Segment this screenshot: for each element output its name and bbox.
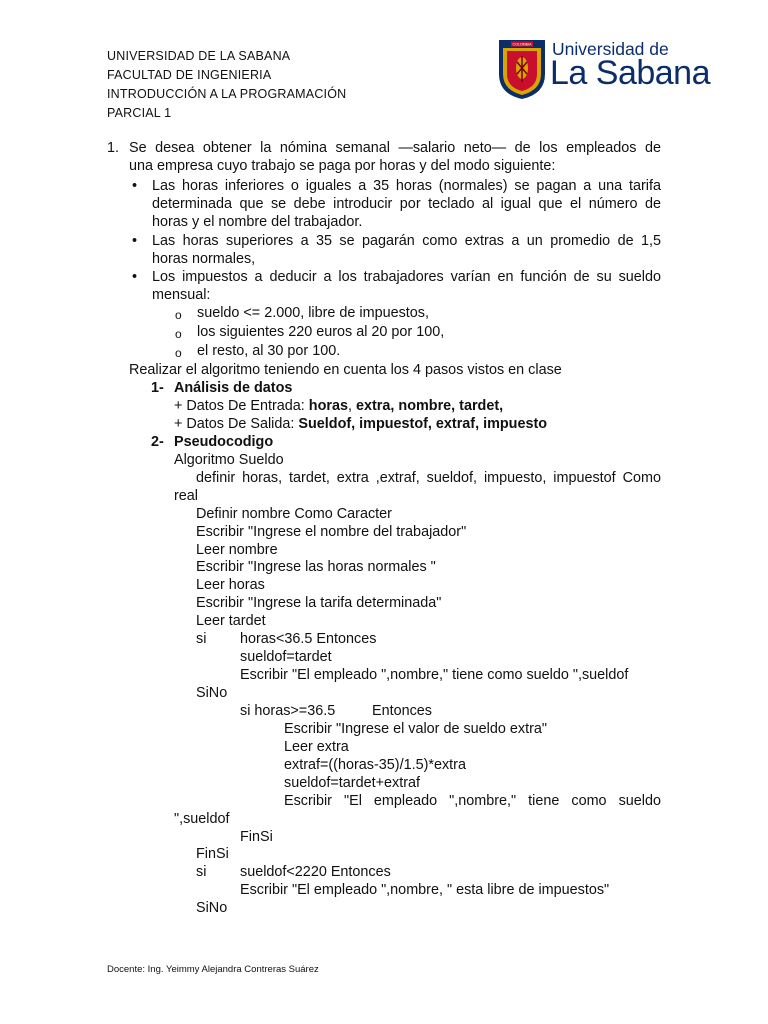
bullet-icon: • — [132, 178, 138, 194]
code-line: ",sueldof — [174, 811, 230, 827]
header-university: UNIVERSIDAD DE LA SABANA — [107, 49, 291, 63]
university-seal-icon — [497, 38, 547, 100]
input-data-line: + Datos De Entrada: horas, extra, nombre, tardet, — [174, 398, 504, 414]
bullet-text: determinada que se debe introducir por teclado al igual que el número de — [152, 196, 661, 212]
code-line: Definir nombre Como Caracter — [196, 506, 392, 522]
code-line: Escribir "Ingrese el nombre del trabajador" — [196, 524, 467, 540]
code-line: Escribir "Ingrese el valor de sueldo extra" — [284, 721, 547, 737]
code-line: sueldof<2220 Entonces — [240, 864, 391, 880]
sub-bullet-icon: o — [175, 346, 182, 360]
code-line: SiNo — [196, 900, 228, 916]
step-number: 1- — [151, 380, 164, 396]
sub-bullet-text: sueldo <= 2.000, libre de impuestos, — [197, 305, 429, 321]
code-line: Leer nombre — [196, 542, 278, 558]
code-line: FinSi — [196, 846, 229, 862]
instruction-text: Realizar el algoritmo teniendo en cuenta los 4 pasos vistos en clase — [129, 362, 562, 378]
code-line: Escribir "El empleado ",nombre, " esta libre de impuestos" — [240, 882, 610, 898]
code-line: Algoritmo Sueldo — [174, 452, 284, 468]
code-line: Leer horas — [196, 577, 265, 593]
code-line: horas<36.5 Entonces — [240, 631, 377, 647]
code-line: Escribir "Ingrese las horas normales " — [196, 559, 436, 575]
code-line: extraf=((horas-35)/1.5)*extra — [284, 757, 466, 773]
bullet-text: Las horas inferiores o iguales a 35 horas (normales) se pagan a una tarifa — [152, 178, 661, 194]
code-line: real — [174, 488, 198, 504]
bullet-icon: • — [132, 269, 138, 285]
problem-statement-line: una empresa cuyo trabajo se paga por horas y del modo siguiente: — [129, 158, 556, 174]
code-line: definir horas, tardet, extra ,extraf, sueldof, impuesto, impuestof Como — [196, 470, 661, 486]
code-line: FinSi — [240, 829, 273, 845]
code-line: Entonces — [372, 703, 433, 719]
problem-statement-line: Se desea obtener la nómina semanal —salario neto— de los empleados de — [129, 140, 661, 156]
bullet-text: Las horas superiores a 35 se pagarán como extras a un promedio de 1,5 — [152, 233, 661, 249]
document-header — [107, 47, 346, 123]
sub-bullet-text: el resto, al 30 por 100. — [197, 343, 341, 359]
seal-top-text: COLOMBIA — [512, 42, 532, 47]
header-faculty: FACULTAD DE INGENIERIA — [107, 68, 272, 82]
code-line: Escribir "El empleado ",nombre," tiene como sueldo ",sueldof — [240, 667, 629, 683]
code-line: Leer tardet — [196, 613, 266, 629]
code-line: sueldof=tardet — [240, 649, 332, 665]
sub-bullet-icon: o — [175, 327, 182, 341]
sub-bullet-icon: o — [175, 308, 182, 322]
bullet-text: Los impuestos a deducir a los trabajadores varían en función de su sueldo — [152, 269, 661, 285]
bullet-text: horas y el nombre del trabajador. — [152, 214, 363, 230]
output-data-line: + Datos De Salida: Sueldof, impuestof, extraf, impuesto — [174, 416, 548, 432]
page-footer: Docente: Ing. Yeimmy Alejandra Contreras Suárez — [107, 964, 319, 975]
step-number: 2- — [151, 434, 164, 450]
header-course: INTRODUCCIÓN A LA PROGRAMACIÓN — [107, 87, 347, 101]
code-line: Escribir "Ingrese la tarifa determinada" — [196, 595, 442, 611]
bullet-icon: • — [132, 233, 138, 249]
logo-name-large: La Sabana — [550, 54, 710, 92]
code-line: Escribir "El empleado ",nombre," tiene como sueldo — [284, 793, 661, 809]
header-exam: PARCIAL 1 — [107, 106, 172, 120]
bullet-text: horas normales, — [152, 251, 256, 267]
code-line: SiNo — [196, 685, 228, 701]
code-line: sueldof=tardet+extraf — [284, 775, 421, 791]
bullet-text: mensual: — [152, 287, 211, 303]
code-keyword: si — [196, 631, 207, 647]
step-title: Análisis de datos — [174, 380, 293, 396]
university-logo — [497, 38, 710, 100]
code-line: Leer extra — [284, 739, 349, 755]
sub-bullet-text: los siguientes 220 euros al 20 por 100, — [197, 324, 445, 340]
code-keyword: si — [196, 864, 207, 880]
step-title: Pseudocodigo — [174, 434, 274, 450]
logo-name-small: Universidad de — [552, 39, 669, 59]
code-line: si horas>=36.5 — [240, 703, 336, 719]
item-number: 1. — [107, 140, 120, 156]
